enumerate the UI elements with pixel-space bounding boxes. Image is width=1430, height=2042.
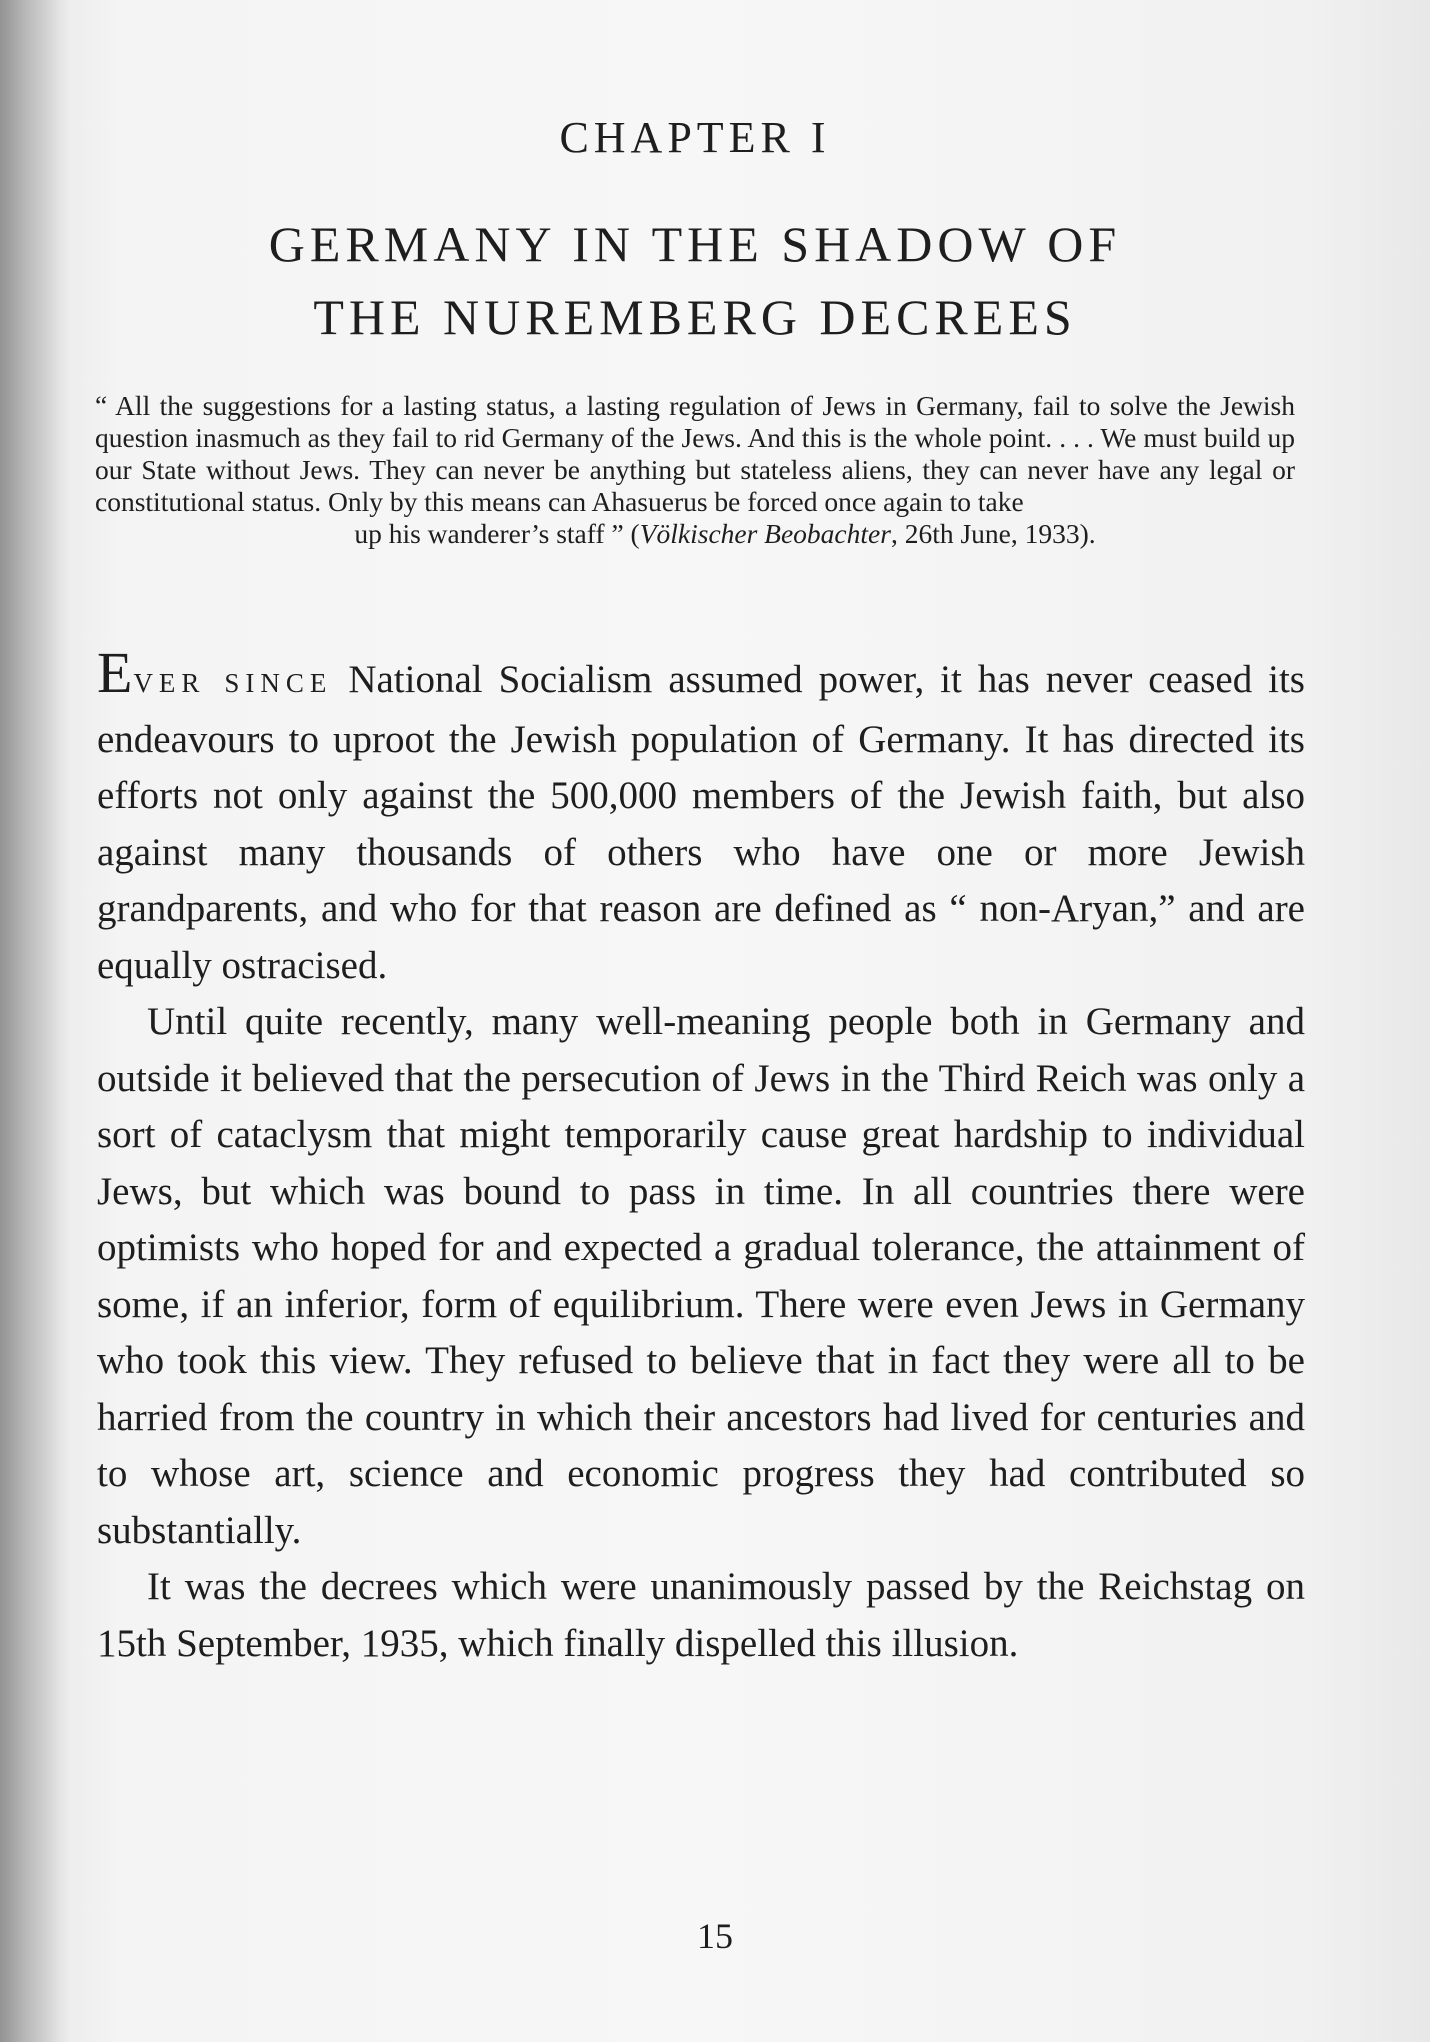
- chapter-title-line-2: THE NUREMBERG DECREES: [313, 289, 1077, 345]
- chapter-title-line-1: GERMANY IN THE SHADOW OF: [268, 216, 1122, 272]
- drop-cap: E: [97, 640, 134, 705]
- epigraph-last-line-end: , 26th June, 1933).: [890, 518, 1096, 549]
- paragraph-1: [97, 640, 1305, 994]
- paragraph-2: Until quite recently, many well-meaning people both in Germany and outside it believed that the persecution of Jews in the Third Reich was only a sort of cataclysm that might temporarily cause great hardship to individual Jews, but which was bound to pass in time. In all countries there were optimists who hoped for and expected a gradual tolerance, the attainment of some, if an inferior, form of equilibrium. There were even Jews in Germany who took this view. They refused to believe that in fact they were all to be harried from the country in which their ancestors had lived for centuries and to whose art, science and economic progress they had contributed so substantially.: [97, 1000, 1305, 1552]
- paragraph-3: It was the decrees which were unanimously passed by the Reichstag on 15th September, 1935, which finally dispelled this illusion.: [97, 1565, 1305, 1665]
- epigraph: [95, 390, 1295, 550]
- chapter-heading: CHAPTER I: [559, 113, 831, 162]
- epigraph-text: “ All the suggestions for a lasting status, a lasting regulation of Jews in Germany, fail to solve the Jewish question inasmuch as they fail to rid Germany of the Jews. And this is the whole point. . . . We must build up our State without Jews. They can never be anything but stateless aliens, they can never have any legal or constitutional status. Only by this means can Ahasuerus be forced once again to take: [95, 390, 1295, 517]
- epigraph-last-line-start: up his wanderer’s staff ” (: [354, 518, 640, 549]
- small-caps-lead: VER SINCE: [133, 668, 333, 698]
- page-number: 15: [697, 1916, 733, 1956]
- epigraph-attribution-line: [95, 518, 1295, 550]
- epigraph-source: Völkischer Beobachter: [639, 518, 891, 549]
- body-text: [97, 640, 1305, 1672]
- paragraph-1-text: National Socialism assumed power, it has never ceased its endeavours to uproot the Jewish population of Germany. It has directed its efforts not only against the 500,000 members of the Jewish faith, but also against many thousands of others who have one or more Jewish grandparents, and who for that reason are defined as “ non-Aryan,” and are equally ostracised.: [97, 658, 1305, 987]
